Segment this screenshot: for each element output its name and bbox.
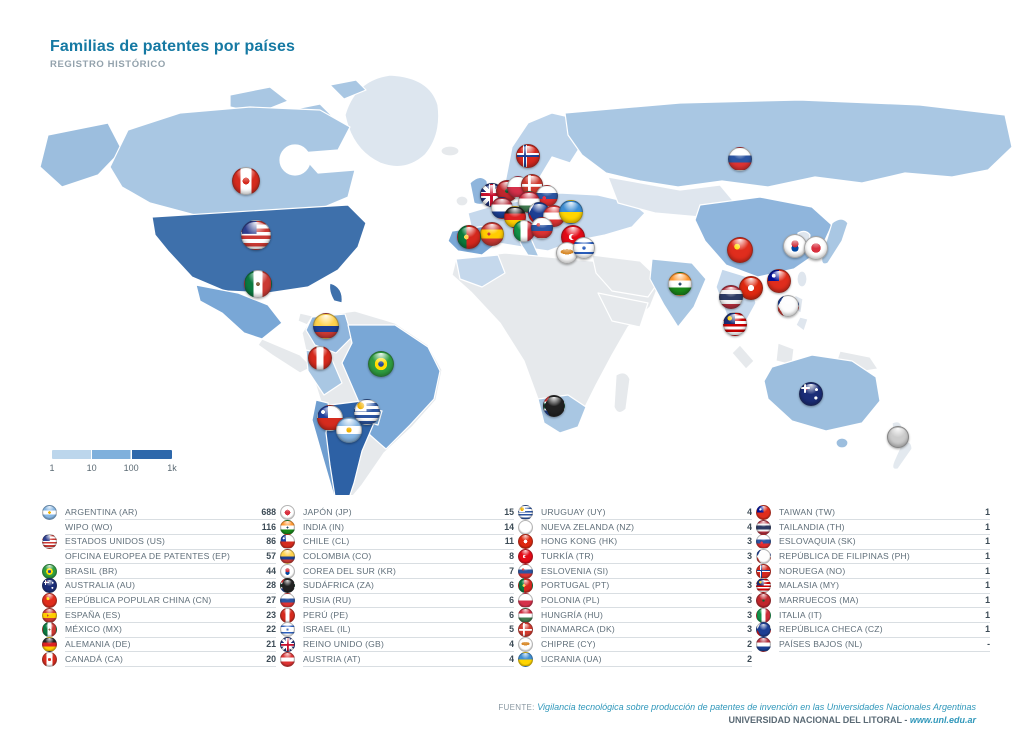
table-row (280, 637, 514, 652)
country-label: ESPAÑA (ES) (65, 609, 121, 620)
ar-flag-marker[interactable] (336, 417, 362, 443)
country-label: BRASIL (BR) (65, 565, 118, 576)
table-row (518, 520, 752, 535)
country-label: CHILE (CL) (303, 536, 350, 547)
country-value: 3 (747, 580, 752, 591)
table-row (756, 637, 990, 652)
country-value: 1 (985, 536, 990, 547)
table-column-1 (42, 505, 276, 667)
au-flag-icon (42, 578, 57, 593)
table-row (518, 652, 752, 667)
country-label: COREA DEL SUR (KR) (303, 565, 397, 576)
country-value: 21 (266, 639, 276, 650)
table-row (518, 505, 752, 520)
table-row (42, 652, 276, 667)
tw-flag-marker[interactable] (767, 269, 791, 293)
country-value: 86 (266, 536, 276, 547)
country-label: HUNGRÍA (HU) (541, 609, 604, 620)
color-scale-ticks (49, 463, 177, 475)
th-flag-icon (756, 520, 771, 535)
country-label: OFICINA EUROPEA DE PATENTES (EP) (65, 550, 231, 561)
country-label: NORUEGA (NO) (779, 565, 846, 576)
table-row (756, 534, 990, 549)
pt-flag-icon (518, 578, 533, 593)
nz-flag-marker[interactable] (887, 426, 909, 448)
gb-flag-icon (280, 637, 295, 652)
table-row (42, 578, 276, 593)
color-scale-legend (49, 450, 177, 475)
world-map-svg (0, 55, 1024, 495)
country-label: COLOMBIA (CO) (303, 550, 372, 561)
country-value: 3 (747, 594, 752, 605)
cl-flag-icon (280, 534, 295, 549)
no-flag-icon (756, 564, 771, 579)
table-row (280, 520, 514, 535)
table-row (518, 534, 752, 549)
country-value: 57 (266, 550, 276, 561)
country-label: PERÚ (PE) (303, 609, 349, 620)
country-value: 1 (985, 550, 990, 561)
country-label: ESLOVAQUIA (SK) (779, 536, 856, 547)
ar-flag-icon (42, 505, 57, 520)
country-value: 1 (985, 624, 990, 635)
country-value: 3 (747, 536, 752, 547)
country-value: 8 (509, 550, 514, 561)
country-value: 4 (509, 653, 514, 664)
table-row (280, 652, 514, 667)
country-value: 1 (985, 609, 990, 620)
in-flag-marker[interactable] (668, 272, 692, 296)
jp-flag-icon (280, 505, 295, 520)
country-value: 1 (985, 580, 990, 591)
pt-flag-marker[interactable] (457, 225, 481, 249)
country-label: CANADÁ (CA) (65, 653, 124, 664)
country-label: TAILANDIA (TH) (779, 521, 845, 532)
website-link[interactable]: www.unl.edu.ar (909, 715, 976, 725)
country-label: MALASIA (MY) (779, 580, 840, 591)
pe-flag-marker[interactable] (308, 346, 332, 370)
table-row (756, 593, 990, 608)
country-label: ESLOVENIA (SI) (541, 565, 609, 576)
country-value: 6 (509, 594, 514, 605)
country-value: 1 (985, 521, 990, 532)
legend-tick: 1 (49, 463, 55, 473)
country-label: JAPÓN (JP) (303, 506, 352, 517)
table-row (518, 549, 752, 564)
table-row (42, 623, 276, 638)
page-subtitle: REGISTRO HISTÓRICO (50, 59, 166, 70)
mx-flag-marker[interactable] (244, 270, 272, 298)
country-label: PAÍSES BAJOS (NL) (779, 639, 863, 650)
table-row (756, 520, 990, 535)
table-column-2 (280, 505, 514, 667)
ma-flag-icon (756, 593, 771, 608)
ca-flag-icon (42, 652, 57, 667)
country-value: 15 (504, 506, 514, 517)
co-flag-marker[interactable] (313, 313, 339, 339)
page-title: Familias de patentes por países (50, 38, 295, 55)
co-flag-icon (280, 549, 295, 564)
country-label: ALEMANIA (DE) (65, 639, 131, 650)
table-row (756, 623, 990, 638)
table-row (756, 505, 990, 520)
cy-flag-icon (518, 637, 533, 652)
country-value: 7 (509, 565, 514, 576)
country-value: 3 (747, 550, 752, 561)
uy-flag-icon (518, 505, 533, 520)
my-flag-icon (756, 578, 771, 593)
country-label: ESTADOS UNIDOS (US) (65, 536, 166, 547)
table-row (518, 637, 752, 652)
table-row (518, 623, 752, 638)
table-row (756, 608, 990, 623)
za-flag-icon (280, 578, 295, 593)
ua-flag-marker[interactable] (559, 200, 583, 224)
country-label: TAIWAN (TW) (779, 506, 836, 517)
ca-flag-marker[interactable] (232, 167, 260, 195)
au-flag-marker[interactable] (799, 382, 823, 406)
pl-flag-icon (518, 593, 533, 608)
country-label: ISRAEL (IL) (303, 624, 351, 635)
ph-flag-icon (756, 549, 771, 564)
country-value: 688 (261, 506, 276, 517)
table-row (42, 534, 276, 549)
cn-flag-icon (42, 593, 57, 608)
es-flag-marker[interactable] (480, 222, 504, 246)
legend-tick: 10 (86, 463, 97, 473)
table-column-3 (518, 505, 752, 667)
nz-flag-icon (518, 520, 533, 535)
country-value: 28 (266, 580, 276, 591)
color-scale-bar (52, 450, 172, 459)
table-row (280, 505, 514, 520)
country-value: 3 (747, 609, 752, 620)
country-label: URUGUAY (UY) (541, 506, 606, 517)
footer (498, 702, 976, 725)
my-flag-marker[interactable] (723, 312, 747, 336)
country-label: POLONIA (PL) (541, 594, 600, 605)
table-row (42, 520, 276, 535)
il-flag-icon (280, 622, 295, 637)
country-value: 44 (266, 565, 276, 576)
table-row (42, 505, 276, 520)
country-label: DINAMARCA (DK) (541, 624, 615, 635)
world-map (0, 55, 1024, 495)
source-label: FUENTE: (498, 703, 535, 712)
il-flag-marker[interactable] (573, 237, 595, 259)
dk-flag-icon (518, 622, 533, 637)
country-value: 4 (747, 506, 752, 517)
no-flag-marker[interactable] (516, 144, 540, 168)
country-value: 3 (747, 624, 752, 635)
country-label: REPÚBLICA CHECA (CZ) (779, 624, 883, 635)
country-label: ITALIA (IT) (779, 609, 823, 620)
org-name: UNIVERSIDAD NACIONAL DEL LITORAL (728, 715, 902, 725)
table-row (756, 549, 990, 564)
country-label: MÉXICO (MX) (65, 624, 123, 635)
table-row (756, 564, 990, 579)
mx-flag-icon (42, 622, 57, 637)
country-value: - (987, 639, 990, 650)
country-value: 6 (509, 580, 514, 591)
country-label: TURKÍA (TR) (541, 550, 594, 561)
table-row (280, 593, 514, 608)
table-row (280, 564, 514, 579)
country-value: 20 (266, 653, 276, 664)
cz-flag-icon (756, 622, 771, 637)
country-label: REPÚBLICA DE FILIPINAS (PH) (779, 550, 910, 561)
de-flag-icon (42, 637, 57, 652)
country-label: WIPO (WO) (65, 521, 113, 532)
country-label: RUSIA (RU) (303, 594, 352, 605)
country-label: CHIPRE (CY) (541, 639, 596, 650)
country-label: AUSTRALIA (AU) (65, 580, 136, 591)
org-line (498, 715, 976, 725)
kr-flag-icon (280, 564, 295, 579)
pe-flag-icon (280, 608, 295, 623)
tr-flag-icon (518, 549, 533, 564)
country-label: AUSTRIA (AT) (303, 653, 361, 664)
br-flag-marker[interactable] (368, 351, 394, 377)
tw-flag-icon (756, 505, 771, 520)
legend-tick: 1k (167, 463, 177, 473)
country-value: 5 (509, 624, 514, 635)
country-value: 14 (504, 521, 514, 532)
country-value: 6 (509, 609, 514, 620)
country-label: MARRUECOS (MA) (779, 594, 859, 605)
country-label: NUEVA ZELANDA (NZ) (541, 521, 635, 532)
cn-flag-marker[interactable] (727, 237, 753, 263)
country-label: REPÚBLICA POPULAR CHINA (CN) (65, 594, 212, 605)
th-flag-marker[interactable] (719, 285, 743, 309)
table-row (42, 549, 276, 564)
ph-flag-marker[interactable] (777, 295, 799, 317)
country-label: INDIA (IN) (303, 521, 345, 532)
table-row (518, 608, 752, 623)
us-flag-marker[interactable] (241, 220, 271, 250)
in-flag-icon (280, 520, 295, 535)
table-row (518, 564, 752, 579)
country-label: ARGENTINA (AR) (65, 506, 138, 517)
table-column-4 (756, 505, 990, 652)
legend-tick: 100 (123, 463, 139, 473)
jp-flag-marker[interactable] (804, 236, 828, 260)
country-value: 11 (504, 536, 514, 547)
country-value: 2 (747, 639, 752, 650)
org-separator: - (901, 715, 910, 725)
country-value: 2 (747, 653, 752, 664)
source-line (498, 702, 976, 712)
country-value: 1 (985, 506, 990, 517)
table-row (280, 534, 514, 549)
country-value: 27 (266, 594, 276, 605)
table-row (42, 564, 276, 579)
country-value: 1 (985, 594, 990, 605)
country-value: 1 (985, 565, 990, 576)
ru-flag-icon (280, 593, 295, 608)
at-flag-icon (280, 652, 295, 667)
country-label: PORTUGAL (PT) (541, 580, 610, 591)
country-value: 4 (747, 521, 752, 532)
table-row (42, 593, 276, 608)
za-flag-marker[interactable] (543, 395, 565, 417)
hu-flag-icon (518, 608, 533, 623)
ua-flag-icon (518, 652, 533, 667)
country-label: HONG KONG (HK) (541, 536, 618, 547)
table-row (518, 578, 752, 593)
table-row (42, 608, 276, 623)
it-flag-icon (756, 608, 771, 623)
table-row (518, 593, 752, 608)
table-row (42, 637, 276, 652)
table-row (280, 578, 514, 593)
country-value: 116 (261, 521, 276, 532)
es-flag-icon (42, 608, 57, 623)
table-row (280, 608, 514, 623)
us-flag-icon (42, 534, 57, 549)
table-row (280, 623, 514, 638)
hk-flag-icon (518, 534, 533, 549)
source-text: Vigilancia tecnológica sobre producción de patentes de invención en las Universidades Nacionales Argentinas (537, 702, 976, 712)
nl-flag-icon (756, 637, 771, 652)
country-value: 23 (266, 609, 276, 620)
table-row (756, 578, 990, 593)
country-value: 4 (509, 639, 514, 650)
si-flag-icon (518, 564, 533, 579)
si-flag-marker[interactable] (531, 217, 553, 239)
sk-flag-icon (756, 534, 771, 549)
table-row (280, 549, 514, 564)
ru-flag-marker[interactable] (728, 147, 752, 171)
country-label: SUDÁFRICA (ZA) (303, 580, 375, 591)
country-value: 22 (266, 624, 276, 635)
country-label: REINO UNIDO (GB) (303, 639, 385, 650)
country-value: 3 (747, 565, 752, 576)
country-label: UCRANIA (UA) (541, 653, 602, 664)
br-flag-icon (42, 564, 57, 579)
